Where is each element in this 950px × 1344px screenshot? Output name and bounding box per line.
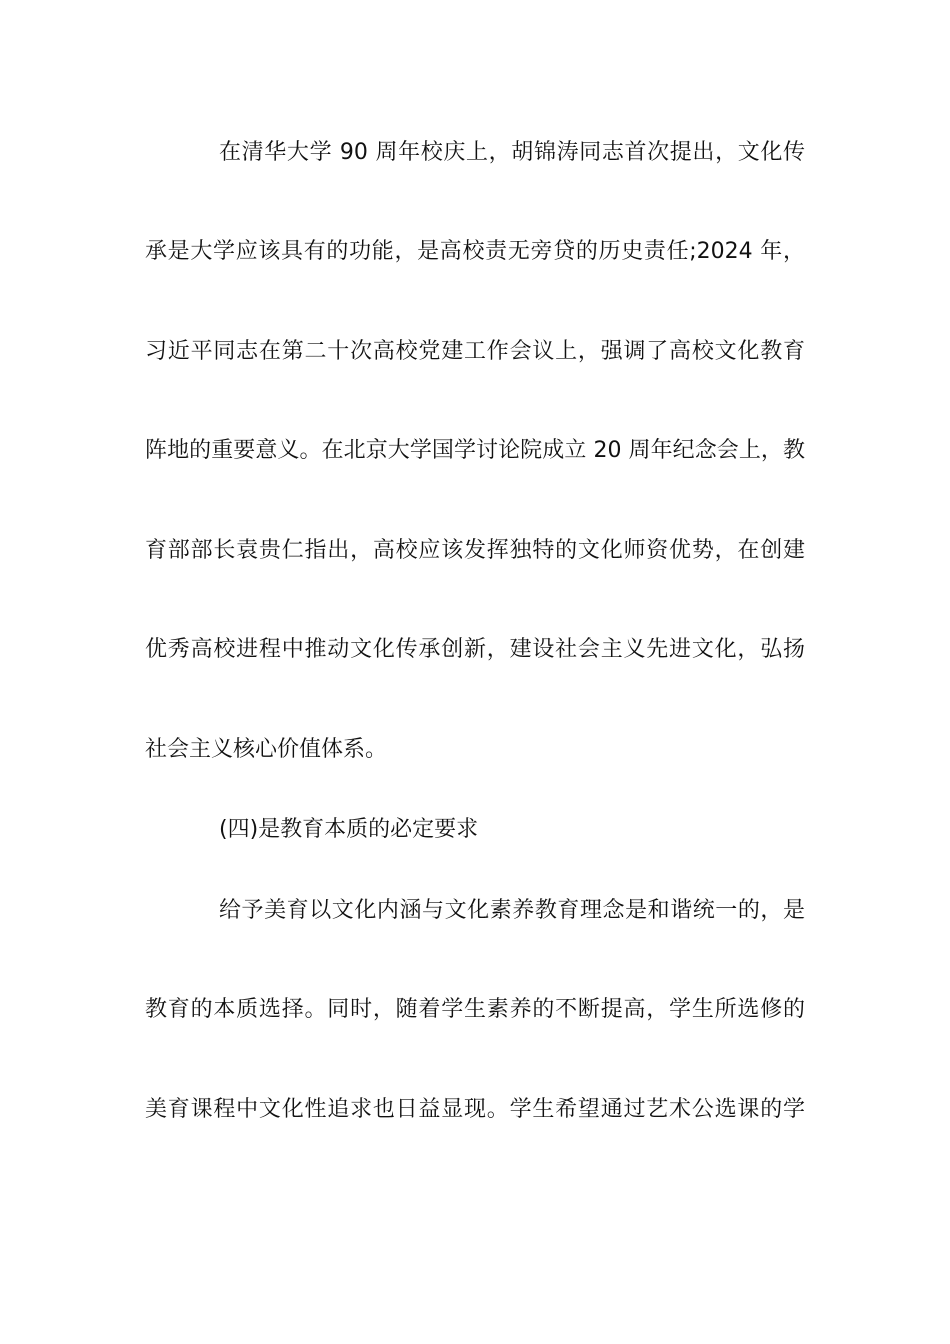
paragraph-2-line-2: 教育的本质选择。同时，随着学生素养的不断提高，学生所选修的 (145, 997, 805, 1022)
paragraph-1-line-5: 育部部长袁贵仁指出，高校应该发挥独特的文化师资优势，在创建 (145, 538, 805, 563)
paragraph-1-line-4: 阵地的重要意义。在北京大学国学讨论院成立 20 周年纪念会上，教 (145, 438, 805, 463)
paragraph-1-line-3: 习近平同志在第二十次高校党建工作会议上，强调了高校文化教育 (145, 339, 805, 364)
paragraph-1-line-2: 承是大学应该具有的功能，是高校责无旁贷的历史责任;2024 年， (145, 239, 805, 264)
paragraph-1-line-1: 在清华大学 90 周年校庆上，胡锦涛同志首次提出，文化传 (219, 140, 805, 165)
section-heading: (四)是教育本质的必定要求 (219, 817, 479, 842)
paragraph-2-line-1: 给予美育以文化内涵与文化素养教育理念是和谐统一的，是 (219, 898, 805, 923)
paragraph-1-line-6: 优秀高校进程中推动文化传承创新，建设社会主义先进文化，弘扬 (145, 637, 805, 662)
paragraph-1-line-7: 社会主义核心价值体系。 (145, 737, 388, 762)
paragraph-2-line-3: 美育课程中文化性追求也日益显现。学生希望通过艺术公选课的学 (145, 1097, 805, 1122)
